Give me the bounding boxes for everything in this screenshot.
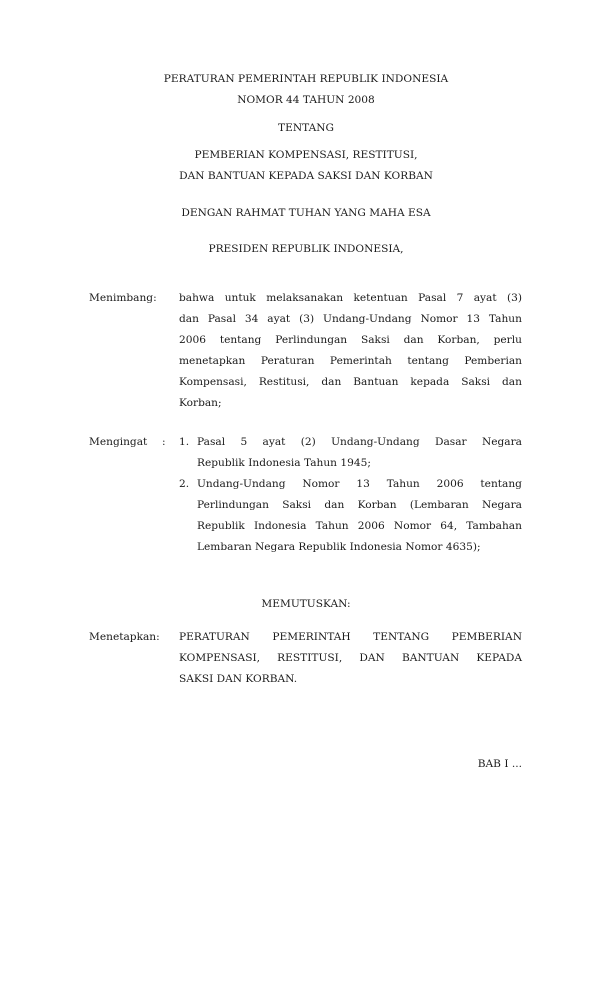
word: PERATURAN: [179, 631, 250, 643]
word: Saksi: [282, 499, 312, 511]
menimbang-line: [179, 333, 522, 354]
word: Pasal: [197, 436, 226, 448]
word: 2006: [357, 520, 385, 532]
word: (Lembaran: [409, 499, 469, 511]
regulation-title: PERATURAN PEMERINTAH REPUBLIK INDONESIA: [163, 73, 449, 85]
list-number: 1.: [179, 436, 190, 448]
word: Tambahan: [466, 520, 522, 532]
word: Undang-Undang: [331, 436, 420, 448]
mengingat-line: [197, 477, 522, 498]
word: PEMBERIAN: [451, 631, 522, 643]
word: 64,: [440, 520, 458, 532]
word: kepada: [410, 376, 450, 388]
word: Perlindungan: [275, 334, 348, 346]
word: Pasal: [207, 313, 236, 325]
word: Korban,: [437, 334, 480, 346]
mengingat-label: Mengingat: [89, 436, 148, 448]
mengingat-colon: :: [162, 436, 166, 448]
word: Nomor: [302, 478, 340, 490]
menimbang-text: [179, 291, 522, 417]
menimbang-line: [179, 291, 522, 312]
menimbang-label: Menimbang:: [89, 292, 157, 304]
word: KEPADA: [476, 652, 522, 664]
word: (2): [300, 436, 316, 448]
word: Tahun: [386, 478, 420, 490]
word: Peraturan: [260, 355, 315, 367]
regulation-number: NOMOR 44 TAHUN 2008: [237, 94, 375, 106]
page-continuation: BAB I ...: [477, 758, 522, 770]
word: tentang: [407, 355, 449, 367]
word: Tahun: [315, 520, 349, 532]
menetapkan-line: [179, 630, 522, 651]
word: dan: [324, 499, 345, 511]
word: 2006: [179, 334, 206, 346]
word: DAN: [359, 652, 385, 664]
menetapkan-label: Menetapkan:: [89, 631, 160, 643]
menimbang-last-line: Korban;: [179, 397, 222, 409]
word: Kompensasi,: [179, 376, 247, 388]
word: Saksi: [461, 376, 491, 388]
word: (3): [506, 292, 522, 304]
word: Nomor: [420, 313, 458, 325]
menimbang-line: [179, 375, 522, 396]
word: 13: [466, 313, 480, 325]
word: ayat: [262, 436, 286, 448]
word: ayat: [267, 313, 291, 325]
word: Pemerintah: [329, 355, 392, 367]
subject-line-2: DAN BANTUAN KEPADA SAKSI DAN KORBAN: [179, 170, 433, 182]
word: bahwa: [179, 292, 215, 304]
word: melaksanakan: [266, 292, 344, 304]
word: BANTUAN: [401, 652, 460, 664]
word: 13: [356, 478, 370, 490]
word: Indonesia: [254, 520, 307, 532]
word: Negara: [481, 436, 522, 448]
menimbang-line: [179, 354, 522, 375]
word: untuk: [224, 292, 256, 304]
word: PEMERINTAH: [272, 631, 351, 643]
word: Undang-Undang: [323, 313, 412, 325]
mengingat-line: [197, 435, 522, 456]
word: Perlindungan: [197, 499, 269, 511]
menetapkan-text: [179, 630, 522, 693]
word: dan: [179, 313, 199, 325]
menimbang-line: [179, 312, 522, 333]
mengingat-last-line: Lembaran Negara Republik Indonesia Nomor 4635);: [197, 541, 481, 553]
memutuskan-heading: MEMUTUSKAN:: [261, 598, 351, 610]
word: Undang-Undang: [197, 478, 286, 490]
invocation: DENGAN RAHMAT TUHAN YANG MAHA ESA: [181, 207, 431, 219]
word: (3): [299, 313, 315, 325]
mengingat-line: [197, 498, 522, 519]
word: Dasar: [434, 436, 467, 448]
subject-line-1: PEMBERIAN KOMPENSASI, RESTITUSI,: [194, 149, 418, 161]
list-number: 2.: [179, 478, 190, 490]
word: 5: [240, 436, 248, 448]
word: Negara: [481, 499, 522, 511]
menetapkan-last-line: SAKSI DAN KORBAN.: [179, 673, 298, 685]
word: KOMPENSASI,: [179, 652, 261, 664]
word: Nomor: [393, 520, 432, 532]
word: ayat: [473, 292, 497, 304]
word: tentang: [480, 478, 522, 490]
word: Korban: [357, 499, 397, 511]
mengingat-item-2: [197, 477, 522, 561]
word: Restitusi,: [258, 376, 310, 388]
word: RESTITUSI,: [277, 652, 343, 664]
word: Pemberian: [464, 355, 522, 367]
word: tentang: [219, 334, 262, 346]
word: Pasal: [418, 292, 447, 304]
president-heading: PRESIDEN REPUBLIK INDONESIA,: [208, 243, 404, 255]
word: Bantuan: [353, 376, 399, 388]
word: 2006: [436, 478, 464, 490]
word: TENTANG: [373, 631, 430, 643]
word: 34: [244, 313, 259, 325]
word: Republik: [197, 520, 245, 532]
word: perlu: [493, 334, 522, 346]
tentang-heading: TENTANG: [278, 122, 334, 134]
word: Saksi: [360, 334, 390, 346]
word: 7: [456, 292, 464, 304]
word: dan: [502, 376, 522, 388]
mengingat-line: [197, 519, 522, 540]
mengingat-last-line: Republik Indonesia Tahun 1945;: [197, 457, 371, 469]
word: dan: [321, 376, 342, 388]
word: Tahun: [488, 313, 522, 325]
word: menetapkan: [179, 355, 246, 367]
mengingat-item-1: [197, 435, 522, 477]
menetapkan-line: [179, 651, 522, 672]
word: dan: [403, 334, 424, 346]
word: ketentuan: [353, 292, 408, 304]
